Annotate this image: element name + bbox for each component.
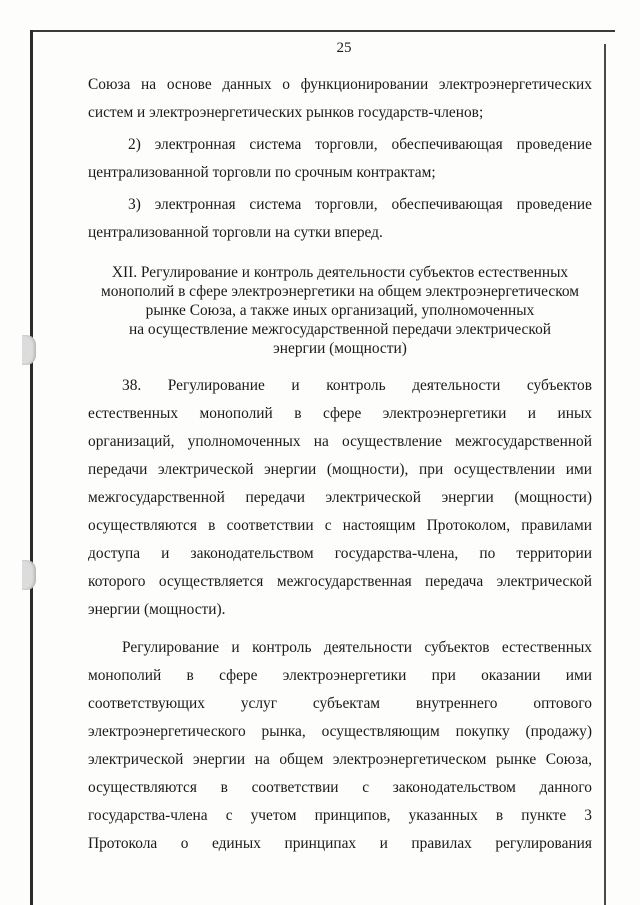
text-line: осуществляются в соответствии с настоящим Протоколом, правилами (88, 517, 592, 534)
paragraph-38 (88, 372, 592, 624)
text-line: государства-члена с учетом принципов, указанных в пункте 3 (88, 807, 592, 824)
text-line: межгосударственной передачи электрической энергии (мощности) (88, 489, 592, 506)
frame-right-line (604, 44, 606, 905)
text-line: энергии (мощности). (88, 601, 226, 618)
text-line: электрической энергии на общем электроэнергетическом рынке Союза, (88, 751, 592, 768)
document-body (88, 40, 592, 858)
page-number: 25 (336, 40, 352, 56)
text-line: 38. Регулирование и контроль деятельности субъектов (122, 377, 592, 394)
text-line: естественных монополий в сфере электроэнергетики и иных (88, 405, 592, 422)
section-heading (88, 263, 592, 358)
text-line: Протокола о единых принципах и правилах регулирования (88, 835, 592, 852)
punch-hole-mark (22, 335, 36, 365)
text-line: систем и электроэнергетических рынков государств-членов; (88, 104, 484, 121)
text-line: соответствующих услуг субъектам внутреннего оптового (88, 695, 592, 712)
text-line: централизованной торговли по срочным контрактам; (88, 164, 436, 181)
list-item-2 (88, 131, 592, 187)
text-line: которого осуществляется межгосударственная передача электрической (88, 573, 592, 590)
paragraph-regulation (88, 634, 592, 858)
heading-line: XII. Регулирование и контроль деятельности субъектов естественных (111, 264, 569, 281)
text-line: Регулирование и контроль деятельности субъектов естественных (122, 639, 592, 656)
text-line: 2) электронная система торговли, обеспечивающая проведение (128, 136, 592, 153)
list-item-3 (88, 191, 592, 247)
text-line: 3) электронная система торговли, обеспечивающая проведение (128, 196, 592, 213)
text-line: передачи электрической энергии (мощности), при осуществлении ими (88, 461, 592, 478)
heading-line: монополий в сфере электроэнергетики на общем электроэнергетическом (100, 283, 580, 300)
frame-top-line (30, 30, 615, 32)
text-line: доступа и законодательством государства-члена, по территории (88, 545, 592, 562)
heading-line: рынке Союза, а также иных организаций, уполномоченных (145, 302, 535, 319)
heading-line: на осуществление межгосударственной передачи электрической (128, 321, 552, 338)
text-line: монополий в сфере электроэнергетики при оказании ими (88, 667, 592, 684)
text-line: осуществляются в соответствии с законодательством данного (88, 779, 592, 796)
text-line: электроэнергетического рынка, осуществляющим покупку (продажу) (88, 723, 592, 740)
text-line: Союза на основе данных о функционировании электроэнергетических (88, 76, 592, 93)
punch-hole-mark (22, 560, 36, 590)
paragraph-continuation (88, 71, 592, 127)
text-line: организаций, уполномоченных на осуществление межгосударственной (88, 433, 592, 450)
frame-left-line (30, 30, 33, 905)
heading-line: энергии (мощности) (273, 340, 407, 357)
text-line: централизованной торговли на сутки вперед. (88, 224, 383, 241)
